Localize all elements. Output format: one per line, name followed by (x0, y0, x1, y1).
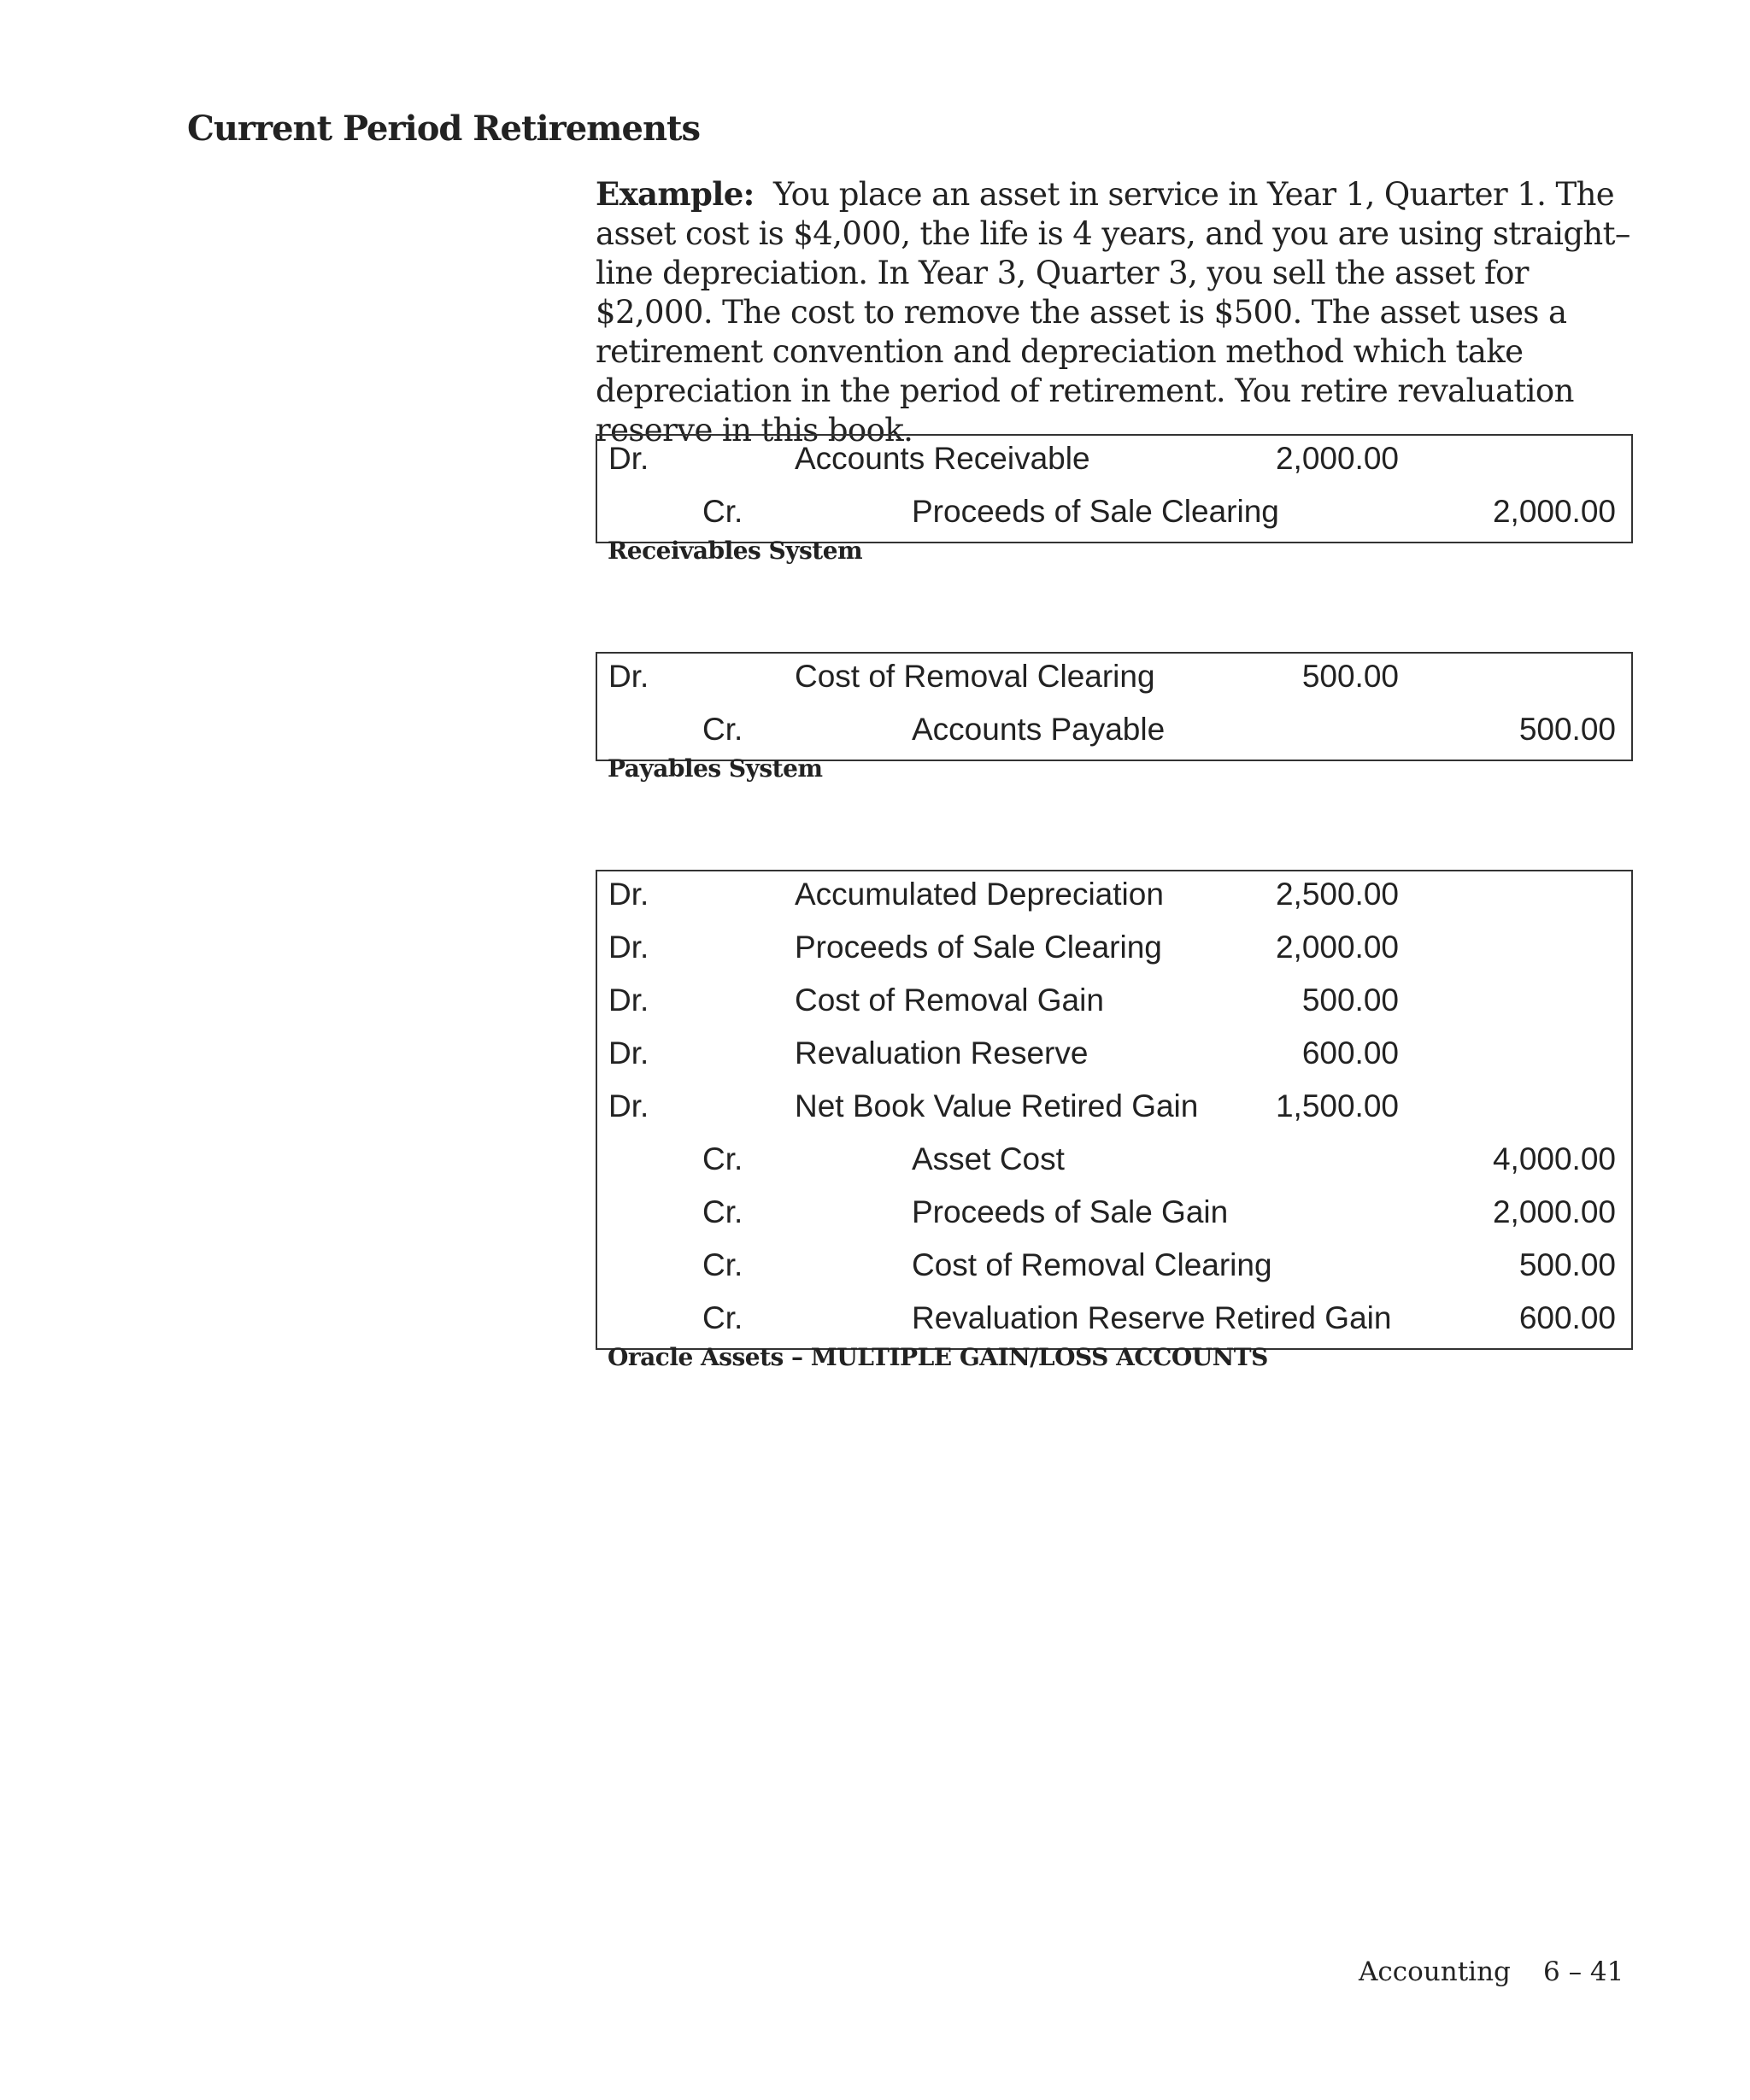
page-number: 6 – 41 (1543, 1956, 1624, 1987)
account-name: Accounts Receivable (795, 441, 1090, 476)
journal-row (597, 1136, 1631, 1189)
side-label: Dr. (608, 930, 649, 965)
account-name: Net Book Value Retired Gain (795, 1088, 1199, 1123)
side-label: Cr. (702, 1141, 743, 1176)
credit-amount: 2,000.00 (1492, 1194, 1616, 1229)
footer-chapter: Accounting (1359, 1956, 1511, 1987)
credit-amount: 500.00 (1518, 1247, 1616, 1282)
side-label: Dr. (608, 1088, 649, 1123)
journal-row (597, 1083, 1631, 1136)
journal-row (597, 977, 1631, 1030)
account-name: Revaluation Reserve (795, 1035, 1089, 1071)
side-label: Dr. (608, 441, 649, 476)
account-name: Cost of Removal Clearing (912, 1247, 1272, 1282)
side-label: Cr. (702, 1194, 743, 1229)
credit-amount: 4,000.00 (1492, 1141, 1616, 1176)
journal-row (597, 924, 1631, 977)
example-paragraph (596, 174, 1640, 450)
journal-caption: Payables System (608, 754, 823, 783)
section-title: Current Period Retirements (187, 109, 701, 149)
side-label: Dr. (608, 659, 649, 694)
side-label: Cr. (702, 1300, 743, 1335)
side-label: Cr. (702, 1247, 743, 1282)
debit-amount: 600.00 (1301, 1035, 1399, 1071)
debit-amount: 2,000.00 (1275, 930, 1399, 965)
side-label: Dr. (608, 983, 649, 1018)
debit-amount: 2,000.00 (1275, 441, 1399, 476)
debit-amount: 1,500.00 (1275, 1088, 1399, 1123)
credit-amount: 500.00 (1518, 712, 1616, 747)
journal-caption: Receivables System (608, 537, 863, 565)
account-name: Asset Cost (912, 1141, 1065, 1176)
journal-row (597, 1189, 1631, 1242)
debit-amount: 2,500.00 (1275, 877, 1399, 912)
journal-entry-oracle-assets (596, 870, 1633, 1350)
example-lead: Example: (596, 175, 755, 213)
account-name: Cost of Removal Gain (795, 983, 1104, 1018)
account-name: Cost of Removal Clearing (795, 659, 1155, 694)
side-label: Cr. (702, 712, 743, 747)
journal-row (597, 489, 1631, 542)
debit-amount: 500.00 (1301, 659, 1399, 694)
journal-row (597, 871, 1631, 924)
side-label: Dr. (608, 877, 649, 912)
account-name: Revaluation Reserve Retired Gain (912, 1300, 1392, 1335)
side-label: Dr. (608, 1035, 649, 1071)
page-footer (1359, 1956, 1624, 1987)
example-text: You place an asset in service in Year 1, Quarter 1. The asset cost is $4,000, the life is 4 years, and you are using straight–line depreciation. In Year 3, Quarter 3, you sell the asset for $2,000. The cost to remove the asset is $500. The asset uses a retirement convention and depreciation method which take depreciation in the period of retirement. You retire revaluation reserve in this book. (596, 176, 1630, 449)
journal-entry-payables (596, 652, 1633, 761)
credit-amount: 600.00 (1518, 1300, 1616, 1335)
journal-row (597, 436, 1631, 489)
journal-row (597, 1295, 1631, 1348)
journal-row (597, 1030, 1631, 1083)
side-label: Cr. (702, 494, 743, 529)
journal-row (597, 1242, 1631, 1295)
journal-row (597, 654, 1631, 707)
credit-amount: 2,000.00 (1492, 494, 1616, 529)
debit-amount: 500.00 (1301, 983, 1399, 1018)
account-name: Proceeds of Sale Clearing (912, 494, 1279, 529)
journal-row (597, 707, 1631, 760)
account-name: Proceeds of Sale Clearing (795, 930, 1162, 965)
account-name: Proceeds of Sale Gain (912, 1194, 1229, 1229)
account-name: Accumulated Depreciation (795, 877, 1164, 912)
account-name: Accounts Payable (912, 712, 1166, 747)
journal-entry-receivables (596, 434, 1633, 543)
journal-caption: Oracle Assets – MULTIPLE GAIN/LOSS ACCOUNTS (608, 1343, 1268, 1371)
